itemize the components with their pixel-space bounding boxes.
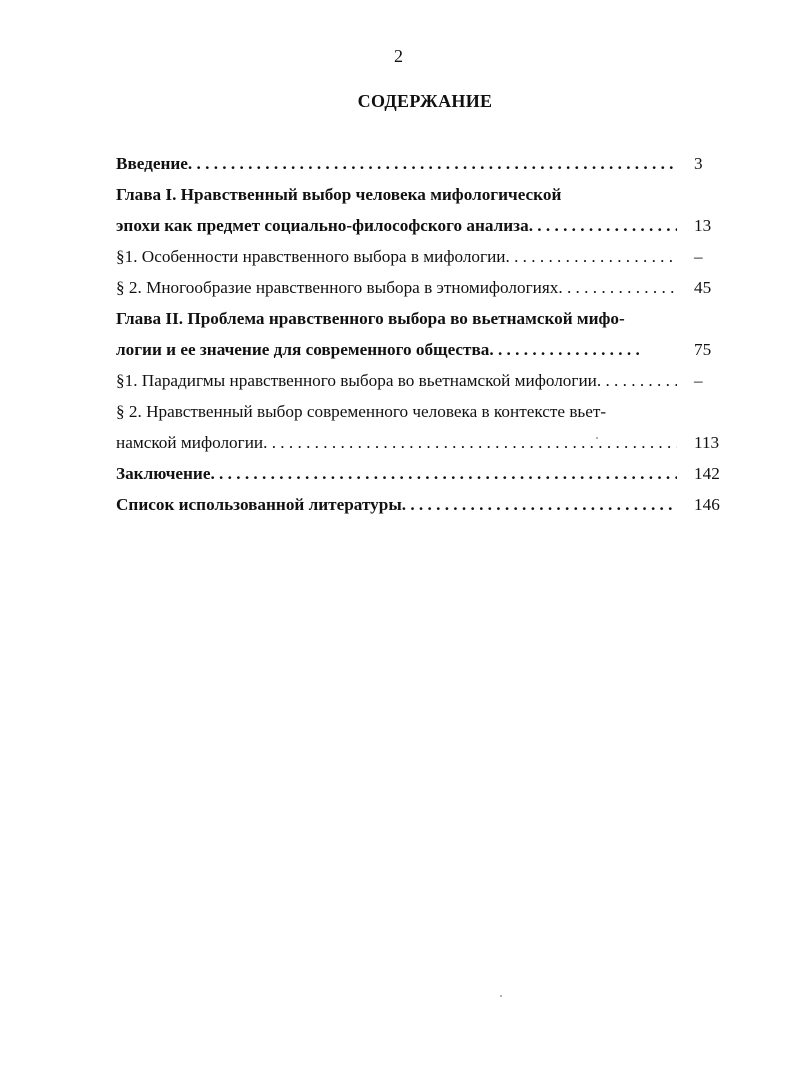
dot-leader: [529, 214, 677, 238]
toc-entry-intro: [116, 152, 726, 176]
toc-entry-chapter-2: [116, 338, 726, 362]
page-title: СОДЕРЖАНИЕ: [357, 91, 493, 111]
toc-entry-label: §1. Особенности нравственного выбора в мифологии: [116, 247, 506, 266]
dot-leader: [263, 431, 677, 455]
scan-speck: [596, 437, 598, 439]
dot-leader: [597, 369, 677, 393]
toc-entry-label: §1. Парадигмы нравственного выбора во вьетнамской мифологии: [116, 371, 597, 390]
dot-leader: [505, 245, 677, 269]
toc-entry-label: намской мифологии: [116, 433, 264, 452]
scan-speck: [500, 995, 502, 997]
toc-entry-label: Глава II. Проблема нравственного выбора во вьетнамской мифо-: [116, 309, 625, 328]
toc-entry-page: 45: [694, 278, 712, 297]
dot-leader: [188, 152, 677, 176]
toc-entry-label: Список использованной литературы: [116, 495, 402, 514]
toc-entry-chapter-1-line-1: [116, 183, 726, 207]
toc-entry-page: 3: [694, 154, 703, 173]
toc-entry-bibliography: [116, 493, 726, 517]
toc-entry-label: Глава I. Нравственный выбор человека мифологической: [116, 185, 562, 204]
toc-entry-label: Заключение: [116, 464, 211, 483]
dot-leader: [402, 493, 677, 517]
toc-entry-conclusion: [116, 462, 726, 486]
toc-entry-label: § 2. Многообразие нравственного выбора в этномифологиях: [116, 278, 559, 297]
toc-entry-label: Введение: [116, 154, 188, 173]
toc-entry-section-2-2-line-1: [116, 400, 726, 424]
page-number: 2: [394, 46, 403, 66]
dot-leader: [558, 276, 677, 300]
toc-entry-page: –: [694, 247, 703, 266]
toc-entry-page: 75: [694, 340, 712, 359]
toc-entry-page: 13: [694, 216, 712, 235]
toc-entry-section-2-2: [116, 431, 726, 455]
toc-entry-label: § 2. Нравственный выбор современного человека в контексте вьет-: [116, 402, 607, 421]
dot-leader: [489, 338, 641, 362]
toc-entry-section-2-1: [116, 369, 726, 393]
toc-entry-page: –: [694, 371, 703, 390]
toc-entry-section-1-1: [116, 245, 726, 269]
toc-entry-label: эпохи как предмет социально-философского анализа: [116, 216, 529, 235]
toc-entry-chapter-2-line-1: [116, 307, 726, 331]
toc-entry-page: 146: [694, 495, 720, 514]
toc-entry-section-1-2: [116, 276, 726, 300]
toc-entry-chapter-1: [116, 214, 726, 238]
toc-entry-page: 142: [694, 464, 720, 483]
toc-entry-page: 113: [694, 433, 720, 452]
dot-leader: [210, 462, 677, 486]
toc-entry-label: логии и ее значение для современного общества: [116, 340, 490, 359]
